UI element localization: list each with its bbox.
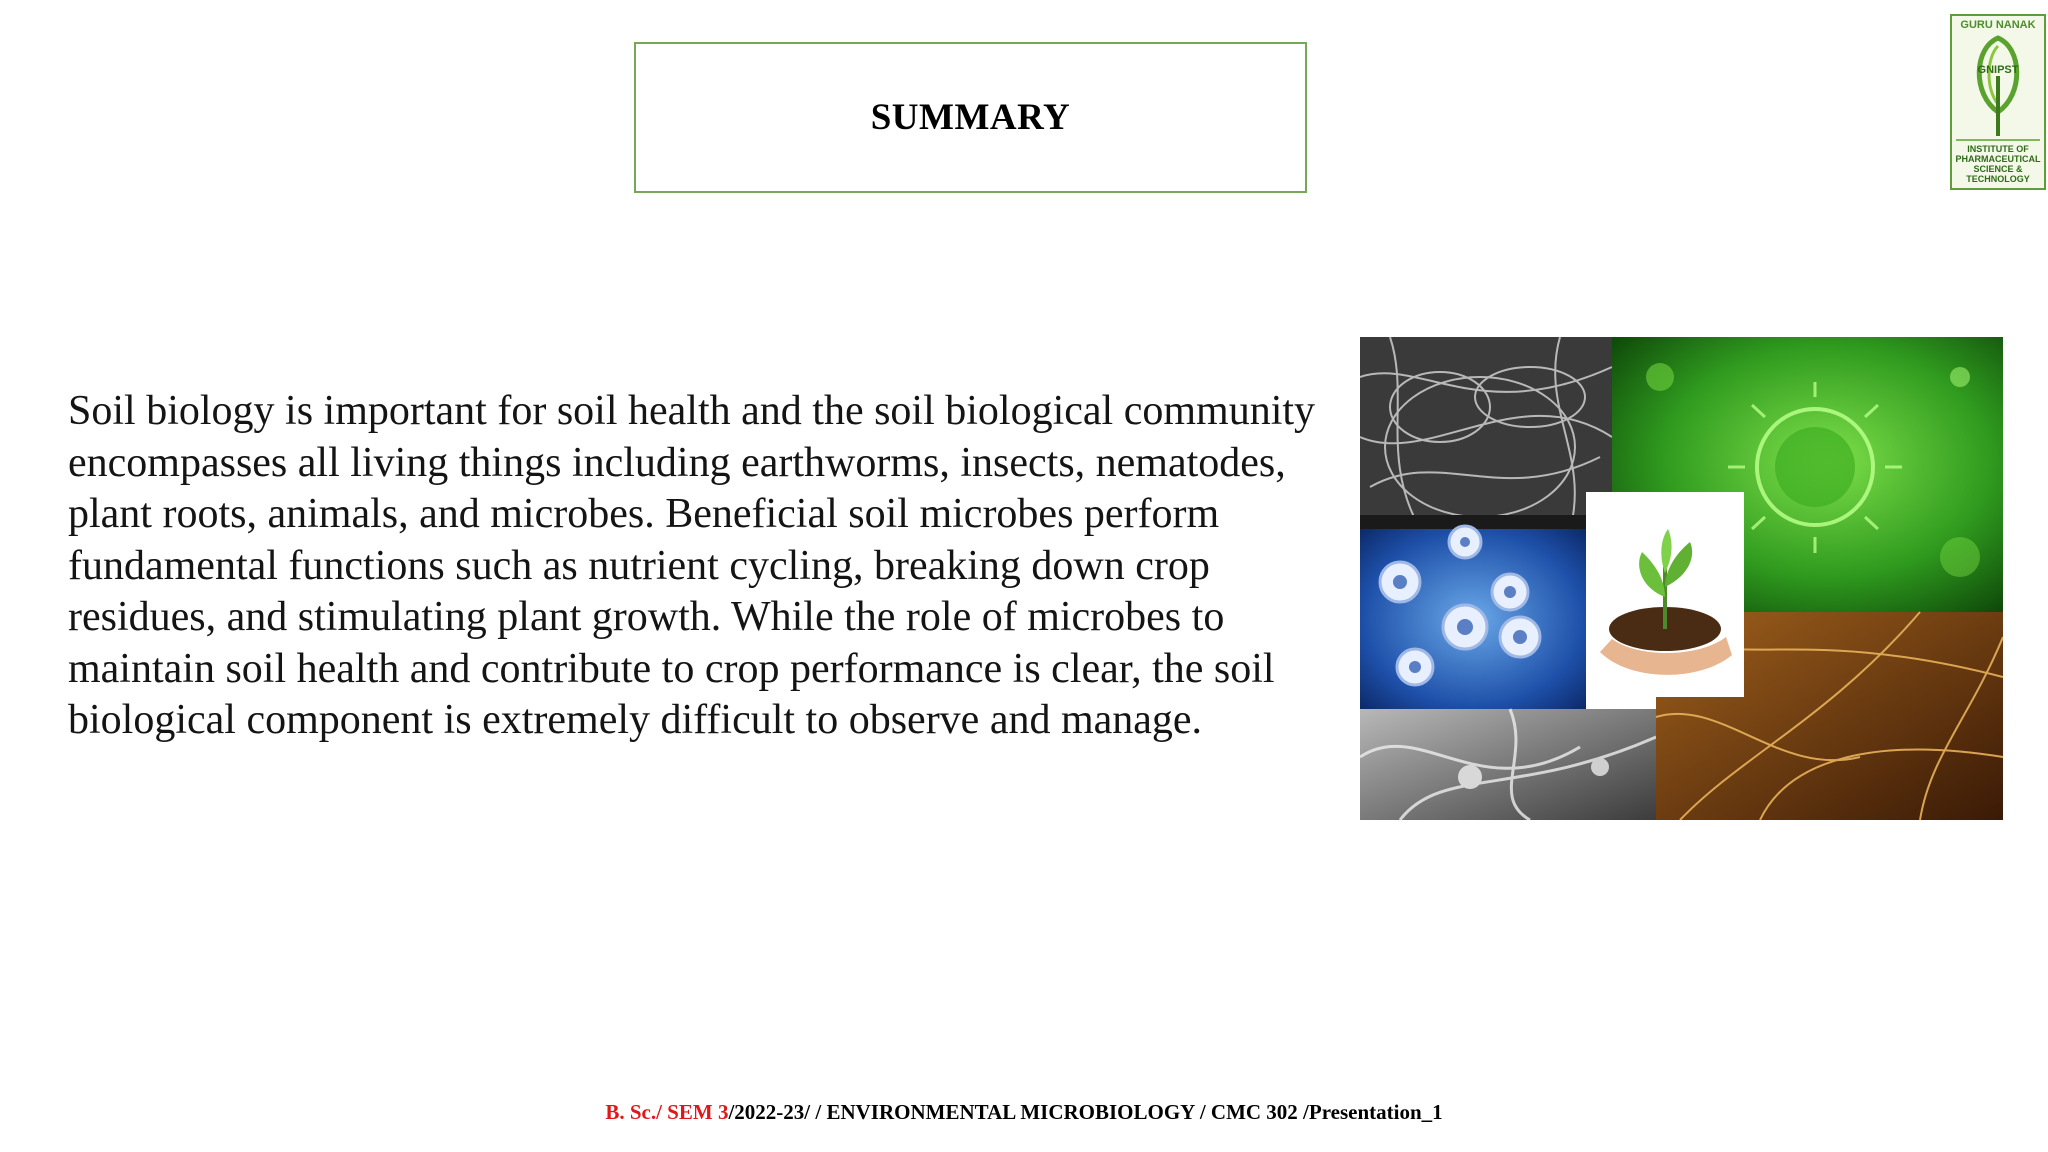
footer-course-details: /2022-23/ / ENVIRONMENTAL MICROBIOLOGY / CMC 302 /Presentation_1 <box>728 1100 1443 1124</box>
blue-spores-micrograph-icon <box>1360 526 1586 709</box>
footer-course-info <box>0 1100 2048 1125</box>
plant-in-hand-photo-icon <box>1586 492 1744 697</box>
fungal-hyphae-micrograph-icon <box>1360 337 1612 529</box>
grayscale-sem-micrograph-icon <box>1360 709 1656 820</box>
logo-top-text: GURU NANAK <box>1960 19 2036 31</box>
institute-logo <box>1950 14 2046 190</box>
microbe-collage-image <box>1360 337 2003 820</box>
footer-program-semester: B. Sc./ SEM 3 <box>605 1100 729 1124</box>
logo-mid-text: GNIPST <box>1977 64 2019 76</box>
summary-paragraph: Soil biology is important for soil health and the soil biological community encompasses all living things including earthworms, insects, nematodes, plant roots, animals, and microbes. Beneficial soil microbes perform fundamental functions such as nutrient cycling, breaking down crop residues, and stimulating plant growth. While the role of microbes to maintain soil health and contribute to crop performance is clear, the soil biological component is extremely difficult to observe and manage. <box>68 388 1316 743</box>
title-box <box>634 42 1307 193</box>
logo-bottom-text: INSTITUTE OF PHARMACEUTICAL SCIENCE & TECHNOLOGY <box>1955 144 2041 184</box>
slide-title: SUMMARY <box>870 97 1071 138</box>
